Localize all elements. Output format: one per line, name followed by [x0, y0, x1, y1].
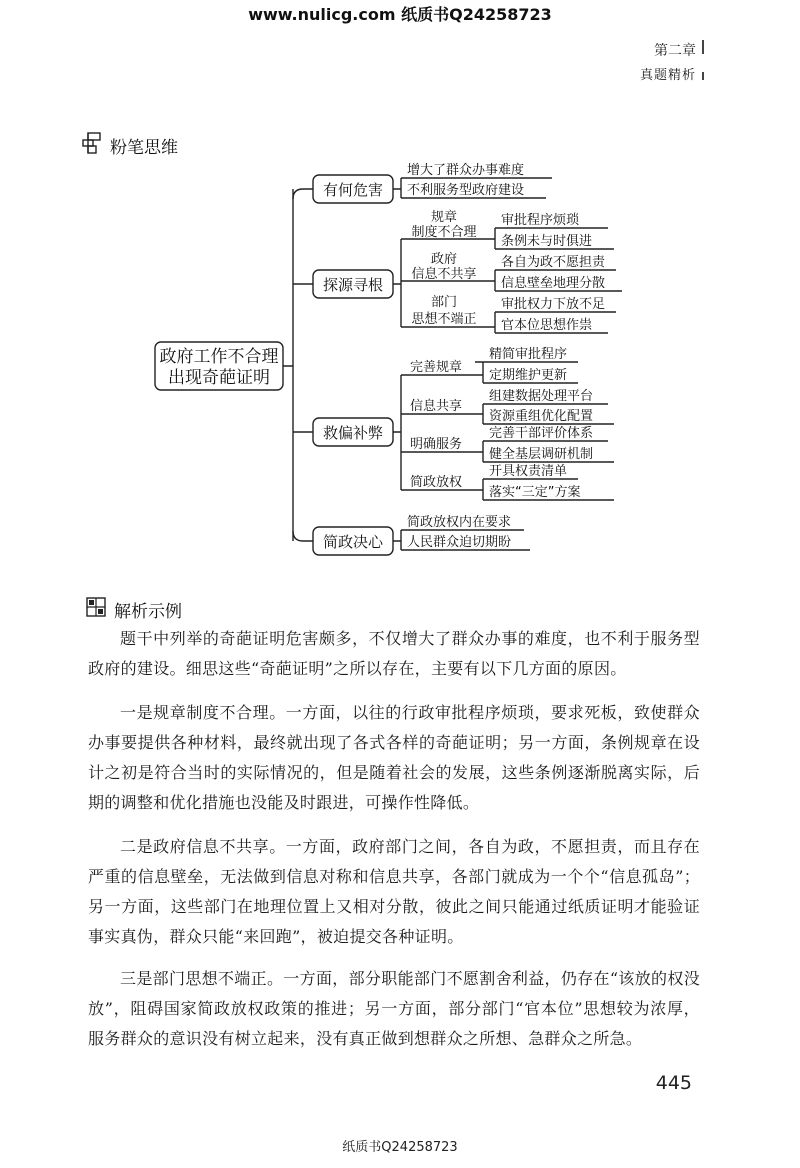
paragraph-reason-1: 一是规章制度不合理。一方面，以往的行政审批程序烦琐，要求死板，致使群众办事要提供各种材料，最终就出现了各式各样的奇葩证明；另一方面，条例规章在设计之初是符合当时的实际情况的，但是随着社会的发展，这些条例逐渐脱离实际，后期的调整和优化措施也没能及时跟进，可操作性降低。: [88, 703, 700, 812]
page-number: 445: [655, 1072, 692, 1094]
paragraph-intro: 题干中列举的奇葩证明危害颇多，不仅增大了群众办事的难度，也不利于服务型政府的建设。细思这些“奇葩证明”之所以存在，主要有以下几方面的原因。: [88, 629, 700, 678]
branch3-sub1-item-2: 定期维护更新: [489, 368, 568, 383]
subchapter-title: 真题精析: [639, 68, 696, 83]
branch2-sub2-item-2: 信息壁垒地理分散: [501, 276, 606, 291]
branch3-sub-lines: [393, 375, 475, 490]
branch2-sub1-item-1: 审批程序烦琐: [501, 213, 580, 228]
branch3-sub2-item-1: 组建数据处理平台: [489, 389, 594, 404]
branch4-item-1: 简政放权内在要求: [407, 515, 512, 530]
branch4-connector: [293, 531, 313, 541]
branch2-label: 探源寻根: [322, 276, 384, 294]
branch2-sub3-item-1: 审批权力下放不足: [501, 297, 606, 312]
section-title: 解析示例: [114, 602, 182, 622]
branch2-sub2-item-1: 各自为政不愿担责: [501, 255, 606, 270]
branch1-label: 有何危害: [322, 181, 384, 199]
branch1-item-1: 增大了群众办事难度: [407, 163, 525, 178]
branch3-sub2-label: 信息共享: [410, 399, 463, 414]
branch3-sub3-label: 明确服务: [410, 437, 463, 452]
branch4-item-2: 人民群众迫切期盼: [407, 535, 512, 550]
root-line1: 政府工作不合理: [159, 347, 279, 367]
analysis-section-icon: [86, 597, 106, 622]
branch2-sub2-line2: 信息不共享: [411, 267, 477, 282]
root-line2: 出现奇葩证明: [168, 368, 270, 388]
branch2-sub3-line2: 思想不端正: [411, 312, 477, 327]
branch3-sub4-item-2: 落实“三定”方案: [489, 485, 581, 500]
mind-map: [0, 0, 800, 580]
branch3-sub4-label: 简政放权: [410, 475, 463, 490]
branch2-sub1-line1: 规章: [430, 210, 458, 225]
footer-text: 纸质书Q24258723: [342, 1140, 458, 1155]
chapter-title: 第二章: [654, 43, 696, 59]
branch2-sub3-line1: 部门: [430, 295, 458, 310]
branch3-sub3-item-2: 健全基层调研机制: [489, 447, 594, 462]
section-heading-analysis: [86, 597, 182, 622]
branch3-label: 救偏补弊: [322, 424, 384, 442]
branch3-sub2-item-2: 资源重组优化配置: [489, 409, 594, 424]
branch2-sub1-item-2: 条例未与时俱进: [501, 234, 593, 249]
branch4-label: 简政决心: [322, 533, 384, 551]
branch3-sub1-item-1: 精简审批程序: [489, 347, 568, 362]
branch2-sub1-line2: 制度不合理: [411, 225, 477, 240]
branch1-connector: [293, 189, 313, 199]
section-title: 粉笔思维: [110, 138, 178, 158]
branch3-sub1-label: 完善规章: [410, 360, 463, 375]
branch2-sub3-item-2: 官本位思想作祟: [501, 318, 593, 333]
branch3-sub3-item-1: 完善干部评价体系: [489, 426, 594, 441]
main-spine-connector: [283, 189, 293, 541]
branch3-sub4-item-1: 开具权责清单: [489, 464, 568, 479]
branch2-sub2-line1: 政府: [430, 252, 458, 267]
paragraph-reason-2: 二是政府信息不共享。一方面，政府部门之间，各自为政，不愿担责，而且存在严重的信息壁垒，无法做到信息对称和信息共享，各部门就成为一个个“信息孤岛”；另一方面，这些部门在地理位置上又相对分散，彼此之间只能通过纸质证明才能验证事实真伪，群众只能“来回跑”，被迫提交各种证明。: [88, 837, 700, 946]
top-banner: www.nulicg.com 纸质书Q24258723: [248, 5, 552, 24]
branch1-item-2: 不利服务型政府建设: [407, 183, 525, 198]
paragraph-reason-3: 三是部门思想不端正。一方面，部分职能部门不愿割舍利益，仍存在“该放的权没放”，阻碍国家简政放权政策的推进；另一方面，部分部门“官本位”思想较为浓厚，服务群众的意识没有树立起来，没有真正做到想群众之所想、急群众之所急。: [88, 969, 700, 1048]
